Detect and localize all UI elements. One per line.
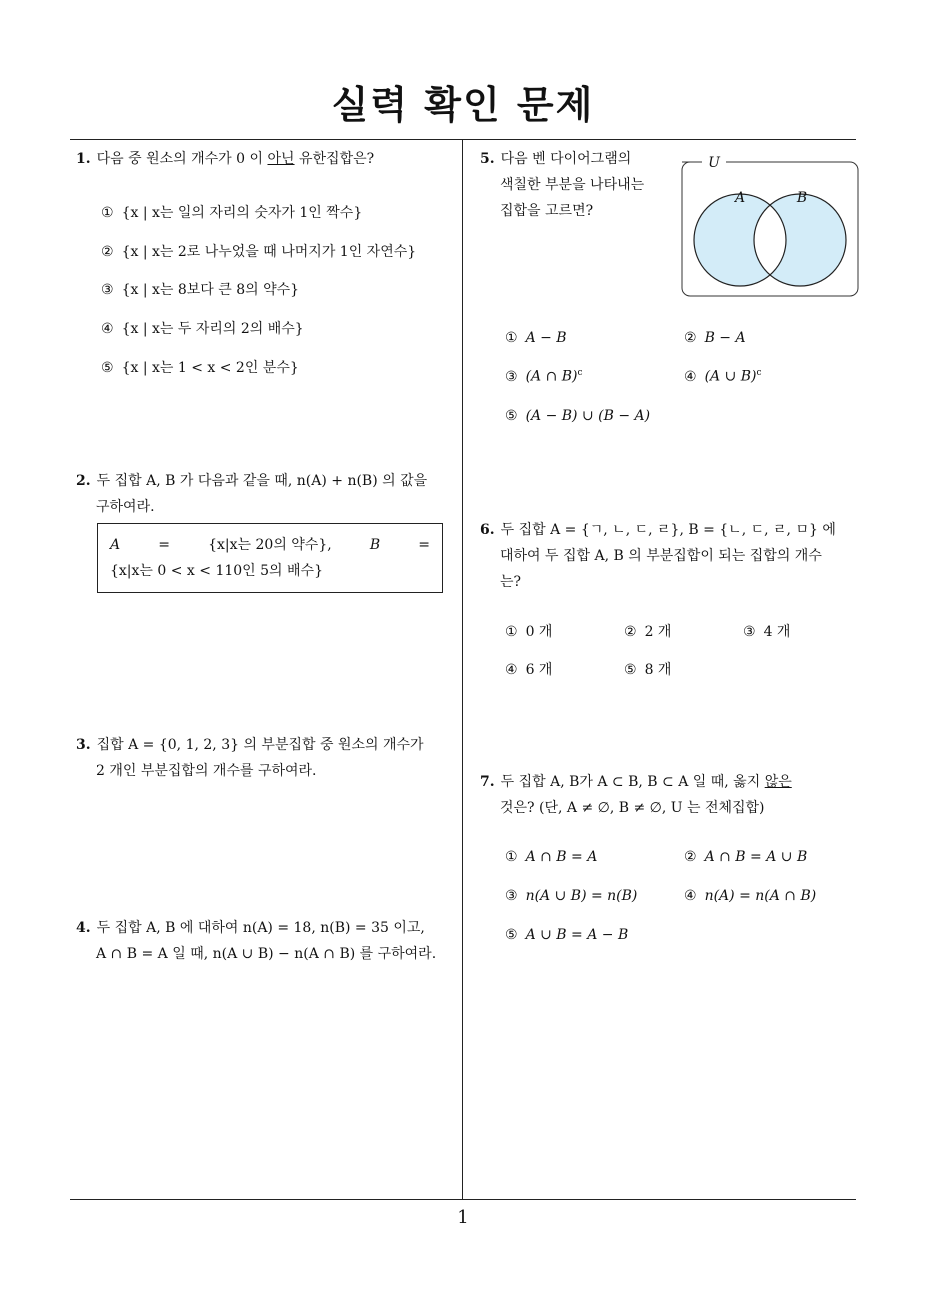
- question-2: [76, 468, 458, 520]
- choice-2[interactable]: [101, 241, 416, 261]
- choice-marker: ④: [101, 321, 114, 337]
- set-a-definition: {x|x는 20의 약수},: [208, 537, 332, 553]
- complement-superscript: c: [577, 368, 583, 378]
- choice-marker: ③: [101, 282, 114, 298]
- choice-3[interactable]: [505, 368, 583, 385]
- choice-marker: ④: [684, 368, 697, 385]
- set-b-label: B: [796, 190, 808, 206]
- choice-text: (A ∩ B): [525, 368, 578, 385]
- choice-5[interactable]: [624, 659, 671, 679]
- choice-marker: ①: [505, 624, 518, 640]
- question-number: 1.: [76, 151, 91, 167]
- question-text: 다음 벤 다이어그램의: [500, 151, 632, 167]
- choice-marker: ⑤: [624, 662, 637, 678]
- question-text: 대하여 두 집합 A, B 의 부분집합이 되는 집합의 개수: [500, 548, 822, 564]
- page-title: 실력 확인 문제: [331, 83, 595, 127]
- question-5: [480, 146, 680, 224]
- choice-1[interactable]: [101, 202, 362, 222]
- complement-superscript: c: [756, 368, 762, 378]
- bottom-rule: [70, 1199, 856, 1200]
- choice-3[interactable]: [101, 279, 299, 299]
- choice-1[interactable]: [505, 621, 552, 641]
- question-text: 두 집합 A = {ㄱ, ㄴ, ㄷ, ㄹ}, B = {ㄴ, ㄷ, ㄹ, ㅁ} 에: [500, 522, 836, 538]
- choice-marker: ④: [505, 662, 518, 678]
- question-text: 유한집합은?: [294, 151, 375, 167]
- choice-5[interactable]: [101, 357, 299, 377]
- question-number: 4.: [76, 920, 91, 936]
- choice-2[interactable]: [684, 849, 807, 865]
- choice-4[interactable]: [101, 318, 304, 338]
- choice-3[interactable]: [743, 621, 790, 641]
- choice-text: n(A) = n(A ∩ B): [704, 888, 817, 904]
- choice-2[interactable]: [624, 621, 671, 641]
- question-text: 는?: [500, 574, 522, 590]
- choice-marker: ③: [505, 888, 518, 904]
- choice-text: {x | x는 2로 나누었을 때 나머지가 1인 자연수}: [121, 244, 417, 260]
- choice-text: 4 개: [763, 624, 791, 640]
- choice-text: A ∩ B = A: [525, 849, 598, 865]
- choice-text: 8 개: [644, 662, 672, 678]
- question-number: 5.: [480, 151, 495, 167]
- choice-2[interactable]: [684, 330, 746, 346]
- choice-5[interactable]: [505, 408, 650, 424]
- equals-sign: =: [158, 537, 170, 553]
- question-text-underlined: 아닌: [267, 151, 295, 167]
- question-4: [76, 915, 458, 967]
- choice-text: A ∩ B = A ∪ B: [704, 849, 808, 865]
- choice-3[interactable]: [505, 888, 637, 904]
- question-text: 구하여라.: [96, 499, 155, 515]
- universe-label: U: [708, 155, 720, 171]
- choice-marker: ②: [624, 624, 637, 640]
- question-number: 6.: [480, 522, 495, 538]
- choice-text: {x | x는 8보다 큰 8의 약수}: [121, 282, 300, 298]
- choice-text: A ∪ B = A − B: [525, 927, 629, 943]
- question-text: A ∩ B = A 일 때, n(A ∪ B) − n(A ∩ B) 를 구하여라.: [96, 946, 437, 962]
- choice-marker: ⑤: [505, 408, 518, 424]
- choice-marker: ③: [505, 368, 518, 385]
- question-7: [480, 769, 862, 821]
- question-1: [76, 146, 456, 172]
- set-definition-box: [97, 523, 443, 593]
- question-number: 2.: [76, 473, 91, 489]
- set-b-symbol: B: [369, 537, 381, 553]
- choice-text: (A ∪ B): [704, 368, 757, 385]
- choice-1[interactable]: [505, 849, 597, 865]
- choice-text: 2 개: [644, 624, 672, 640]
- choice-4[interactable]: [505, 659, 552, 679]
- question-text: 다음 중 원소의 개수가 0 이: [96, 151, 268, 167]
- question-text: 것은? (단, A ≠ ∅, B ≠ ∅, U 는 전체집합): [500, 800, 765, 816]
- question-number: 3.: [76, 737, 91, 753]
- choice-marker: ④: [684, 888, 697, 904]
- set-a-symbol: A: [110, 537, 121, 553]
- choice-text: {x | x는 두 자리의 2의 배수}: [121, 321, 304, 337]
- choice-4[interactable]: [684, 888, 816, 904]
- choice-text: A − B: [525, 330, 567, 346]
- choice-text: (A − B) ∪ (B − A): [525, 408, 651, 424]
- choice-5[interactable]: [505, 927, 628, 943]
- choice-4[interactable]: [684, 368, 762, 385]
- equals-sign: =: [418, 537, 430, 553]
- top-rule: [70, 139, 856, 140]
- question-text: 집합 A = {0, 1, 2, 3} 의 부분집합 중 원소의 개수가: [96, 737, 424, 753]
- question-number: 7.: [480, 774, 495, 790]
- choice-marker: ⑤: [101, 360, 114, 376]
- choice-text: 0 개: [525, 624, 553, 640]
- question-text: 집합을 고르면?: [500, 203, 594, 219]
- question-3: [76, 732, 458, 784]
- choice-text: B − A: [704, 330, 746, 346]
- choice-marker: ⑤: [505, 927, 518, 943]
- choice-1[interactable]: [505, 330, 567, 346]
- choice-text: n(A ∪ B) = n(B): [525, 888, 638, 904]
- choice-text: {x | x는 1 < x < 2인 분수}: [121, 360, 299, 376]
- choice-marker: ①: [101, 205, 114, 221]
- question-text: 색칠한 부분을 나타내는: [500, 177, 645, 193]
- question-text: 두 집합 A, B 에 대하여 n(A) = 18, n(B) = 35 이고,: [96, 920, 425, 936]
- question-6: [480, 517, 862, 595]
- choice-marker: ②: [684, 849, 697, 865]
- question-text: 2 개인 부분집합의 개수를 구하여라.: [96, 763, 317, 779]
- choice-text: {x | x는 일의 자리의 숫자가 1인 짝수}: [121, 205, 363, 221]
- choice-marker: ③: [743, 624, 756, 640]
- column-divider: [462, 139, 463, 1200]
- choice-marker: ②: [684, 330, 697, 346]
- page-number: 1: [457, 1207, 469, 1228]
- question-text: 두 집합 A, B가 A ⊂ B, B ⊂ A 일 때, 옳지: [500, 774, 765, 790]
- choice-marker: ①: [505, 849, 518, 865]
- choice-text: 6 개: [525, 662, 553, 678]
- question-text: 두 집합 A, B 가 다음과 같을 때, n(A) + n(B) 의 값을: [96, 473, 428, 489]
- set-b-definition: {x|x는 0 < x < 110인 5의 배수}: [110, 563, 323, 579]
- venn-diagram: [680, 152, 860, 298]
- choice-marker: ②: [101, 244, 114, 260]
- choice-marker: ①: [505, 330, 518, 346]
- set-a-label: A: [734, 190, 746, 206]
- question-text-underlined: 않은: [764, 774, 792, 790]
